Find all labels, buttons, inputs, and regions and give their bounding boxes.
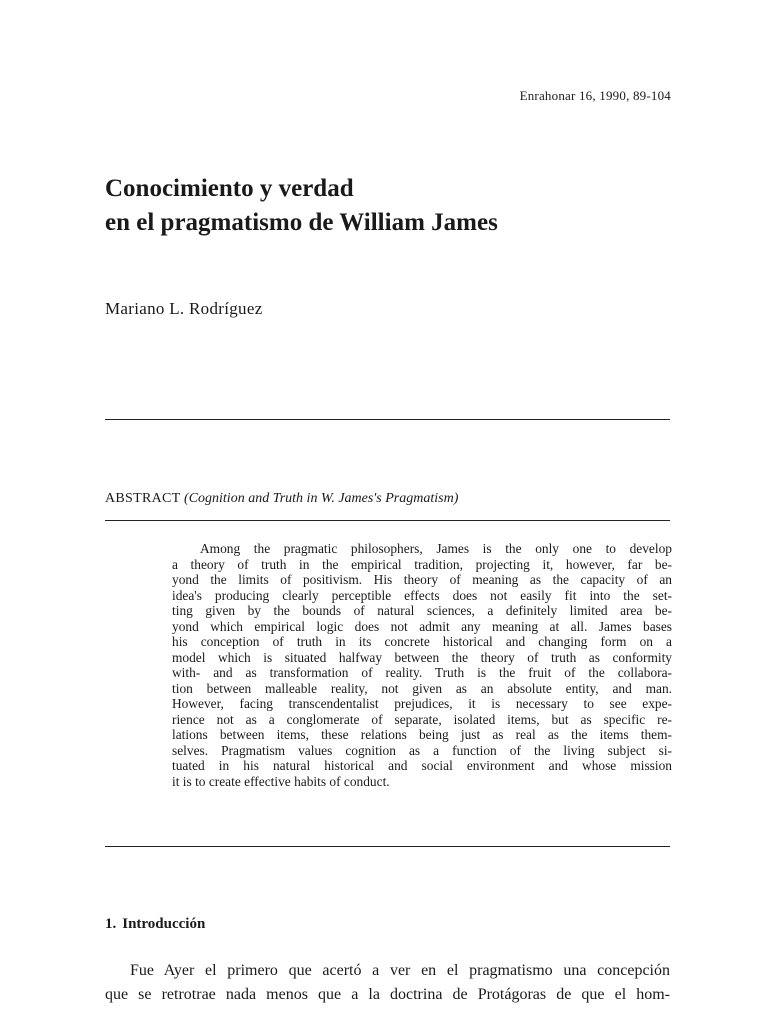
abstract-line: a theory of truth in the empirical tradition, projecting it, however, far be- xyxy=(172,556,672,572)
title-line: en el pragmatismo de William James xyxy=(105,209,498,236)
divider-rule xyxy=(105,419,670,420)
abstract-line: tuated in his natural historical and social environment and whose mission xyxy=(172,758,672,773)
abstract-line: his conception of truth in its concrete historical and changing form on a xyxy=(172,634,672,649)
body-paragraph xyxy=(105,959,670,1007)
abstract-line: tion between malleable reality, not given as an absolute entity, and man. xyxy=(172,680,672,696)
abstract-line: lations between items, these relations being just as real as the items them- xyxy=(172,727,672,742)
abstract-line: yond the limits of positivism. His theory of meaning as the capacity of an xyxy=(172,572,672,587)
body-line: Fue Ayer el primero que acertó a ver en el pragmatismo una concepción xyxy=(130,962,670,979)
abstract-heading xyxy=(105,491,458,507)
abstract-line: it is to create effective habits of conduct. xyxy=(172,773,390,789)
title-line: Conocimiento y verdad xyxy=(105,175,354,202)
section-heading xyxy=(105,916,205,933)
abstract-line: However, facing transcendentalist prejudices, it is necessary to see expe- xyxy=(172,696,672,711)
section-title: Introducción xyxy=(122,916,206,932)
abstract-body xyxy=(172,541,672,789)
abstract-line: model which is situated halfway between the theory of truth as conformity xyxy=(172,649,672,665)
abstract-label: ABSTRACT xyxy=(105,491,181,506)
abstract-line: with- and as transformation of reality. Truth is the fruit of the collabora- xyxy=(172,665,672,680)
divider-rule xyxy=(105,520,670,521)
body-line: que se retrotrae nada menos que a la doctrina de Protágoras de que el hom- xyxy=(105,986,670,1003)
journal-reference: Enrahonar 16, 1990, 89-104 xyxy=(519,88,671,103)
abstract-line: selves. Pragmatism values cognition as a function of the living subject si- xyxy=(172,742,672,758)
abstract-line: idea's producing clearly perceptible effects does not easily fit into the set- xyxy=(172,587,672,603)
author-name: Mariano L. Rodríguez xyxy=(105,299,263,318)
article-title xyxy=(105,172,705,240)
section-number: 1. xyxy=(105,916,117,932)
abstract-subtitle: (Cognition and Truth in W. James's Pragmatism) xyxy=(184,491,459,506)
abstract-line: rience not as a conglomerate of separate, isolated items, but as specific re- xyxy=(172,711,672,727)
abstract-line: ting given by the bounds of natural sciences, a definitely limited area be- xyxy=(172,603,672,618)
abstract-line: yond which empirical logic does not admit any meaning at all. James bases xyxy=(172,618,672,634)
abstract-line: Among the pragmatic philosophers, James is the only one to develop xyxy=(200,541,672,556)
divider-rule xyxy=(105,846,670,847)
